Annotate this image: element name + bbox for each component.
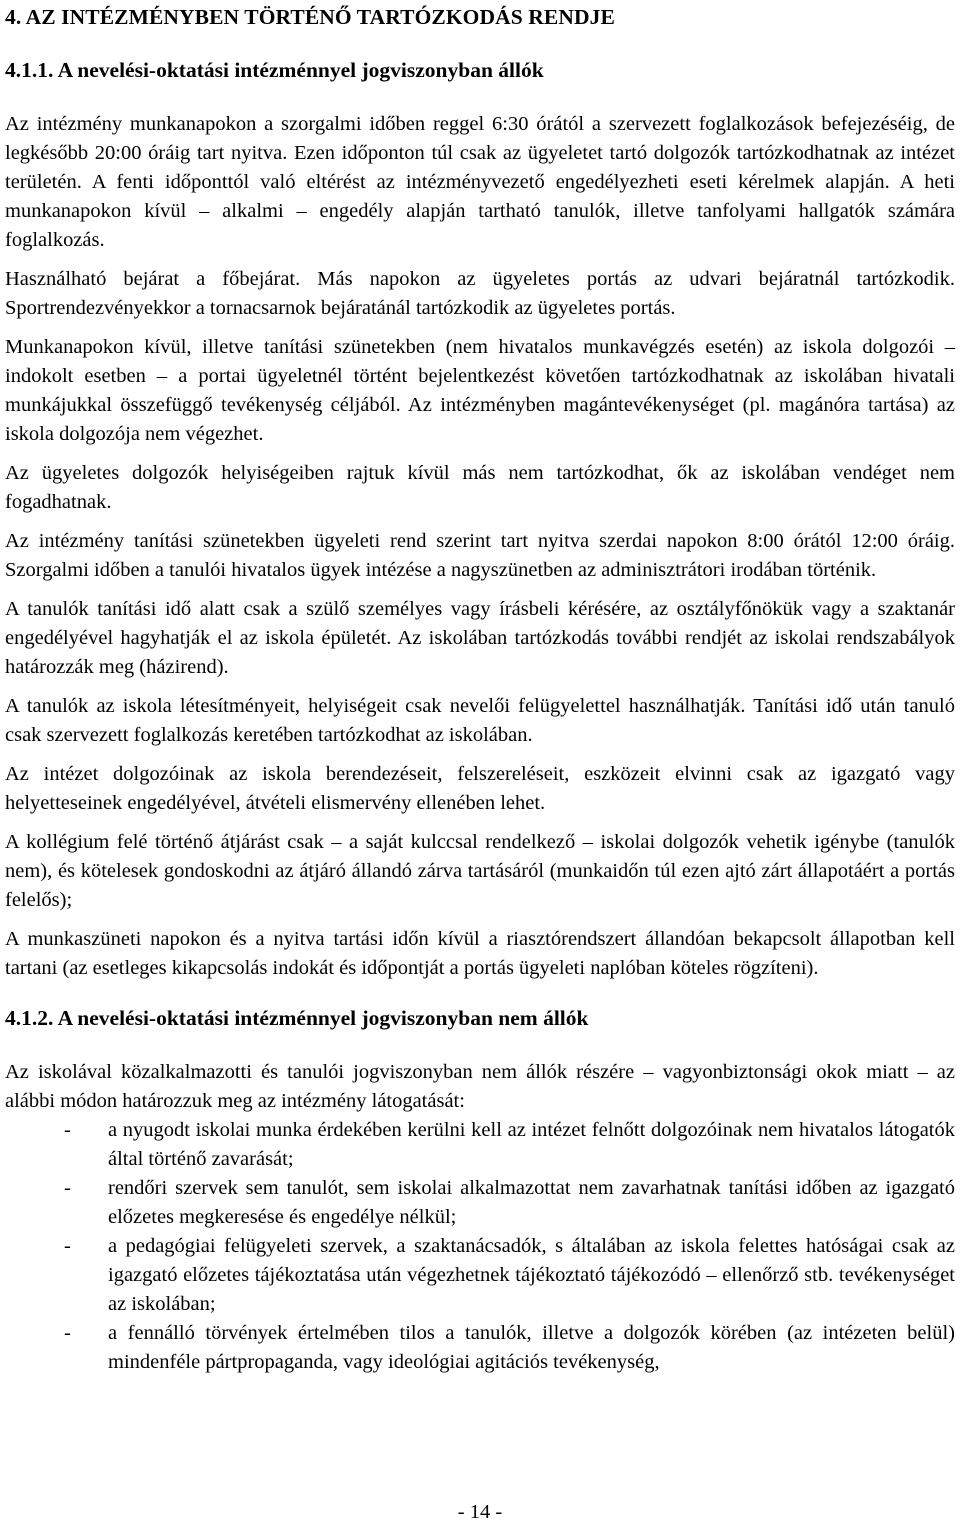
paragraph-intro: Az iskolával közalkalmazotti és tanulói jogviszonyban nem állók részére – vagyonbiztonsági okok miatt – az alábbi módon határozzuk meg az intézmény látogatását: (5, 1061, 955, 1112)
section-heading-4-1-1: 4.1.1. A nevelési-oktatási intézménnyel jogviszonyban állók (5, 58, 544, 82)
paragraph: Az intézet dolgozóinak az iskola berendezéseit, felszereléseit, eszközeit elvinni csak az igazgató vagy helyetteseinek engedélyével, átvételi elismervény ellenében lehet. (5, 763, 955, 814)
dash-bullet: - (64, 1177, 71, 1199)
paragraph: Az ügyeletes dolgozók helyiségeiben rajtuk kívül más nem tartózkodhat, ők az iskolában vendéget nem fogadhatnak. (5, 462, 955, 513)
list-item (5, 1232, 955, 1319)
document-page (5, 0, 955, 1377)
dash-bullet: - (64, 1322, 71, 1344)
paragraph: Az intézmény tanítási szünetekben ügyeleti rend szerint tart nyitva szerdai napokon 8:00 órától 12:00 óráig. Szorgalmi időben a tanulói hivatalos ügyek intézése a nagyszünetben az adminisztrátori irodában történik. (5, 530, 955, 581)
list-item (5, 1174, 955, 1232)
paragraph: A tanulók tanítási idő alatt csak a szülő személyes vagy írásbeli kérésére, az osztályfőnökük vagy a szaktanár engedélyével hagyhatják el az iskola épületét. Az iskolában tartózkodás további rendjét az iskolai rendszabályok határozzák meg (házirend). (5, 598, 955, 678)
list-item-text: a nyugodt iskolai munka érdekében kerülni kell az intézet felnőtt dolgozóinak nem hivatalos látogatók által történő zavarását; (108, 1119, 955, 1170)
list-item-text: a fennálló törvények értelmében tilos a tanulók, illetve a dolgozók körében (az intézeten belül) mindenféle pártpropaganda, vagy ideológiai agitációs tevékenység, (108, 1322, 955, 1373)
dash-list (5, 1116, 955, 1377)
list-item (5, 1319, 955, 1377)
paragraph: A kollégium felé történő átjárást csak – a saját kulccsal rendelkező – iskolai dolgozók vehetik igénybe (tanulók nem), és kötelesek gondoskodni az átjáró állandó zárva tartásáról (munkaidőn túl ezen ajtó zárt állapotáért a portás felelős); (5, 831, 955, 911)
dash-bullet: - (64, 1235, 71, 1257)
section-heading-4-1-2: 4.1.2. A nevelési-oktatási intézménnyel jogviszonyban nem állók (5, 1006, 589, 1030)
dash-bullet: - (64, 1119, 71, 1141)
paragraph: Használható bejárat a főbejárat. Más napokon az ügyeletes portás az udvari bejáratnál tartózkodik. Sportrendezvényekkor a tornacsarnok bejáratánál tartózkodik az ügyeletes portás. (5, 268, 955, 319)
list-item-text: rendőri szervek sem tanulót, sem iskolai alkalmazottat nem zavarhatnak tanítási időben az igazgató előzetes megkeresése és engedélye nélkül; (108, 1177, 955, 1228)
paragraph: A munkaszüneti napokon és a nyitva tartási időn kívül a riasztórendszert állandóan bekapcsolt állapotban kell tartani (az esetleges kikapcsolás indokát és időpontját a portás ügyeleti naplóban köteles rögzíteni). (5, 928, 955, 979)
chapter-heading: 4. AZ INTÉZMÉNYBEN TÖRTÉNŐ TARTÓZKODÁS RENDJE (5, 5, 615, 29)
paragraph: A tanulók az iskola létesítményeit, helyiségeit csak nevelői felügyelettel használhatják. Tanítási idő után tanuló csak szervezett foglalkozás keretében tartózkodhat az iskolában. (5, 695, 955, 746)
paragraph: Munkanapokon kívül, illetve tanítási szünetekben (nem hivatalos munkavégzés esetén) az iskola dolgozói – indokolt esetben – a portai ügyeletnél történt bejelentkezést követően tartózkodhatnak az iskolában hivatali munkájukkal összefüggő tevékenység céljából. Az intézményben magántevékenységet (pl. magánóra tartása) az iskola dolgozója nem végezhet. (5, 336, 955, 445)
page-number: - 14 - (457, 1501, 503, 1523)
list-item (5, 1116, 955, 1174)
paragraph: Az intézmény munkanapokon a szorgalmi időben reggel 6:30 órától a szervezett foglalkozások befejezéséig, de legkésőbb 20:00 óráig tart nyitva. Ezen időponton túl csak az ügyeletet tartó dolgozók tartózkodhatnak az intézet területén. A fenti időponttól való eltérést az intézményvezető engedélyezheti eseti kérelmek alapján. A heti munkanapokon kívül – alkalmi – engedély alapján tartható tanulók, illetve tanfolyami hallgatók számára foglalkozás. (5, 113, 955, 251)
list-item-text: a pedagógiai felügyeleti szervek, a szaktanácsadók, s általában az iskola felettes hatóságai csak az igazgató előzetes tájékoztatása után végezhetnek tájékoztató tájékozódó – ellenőrző stb. tevékenységet az iskolában; (108, 1235, 955, 1315)
